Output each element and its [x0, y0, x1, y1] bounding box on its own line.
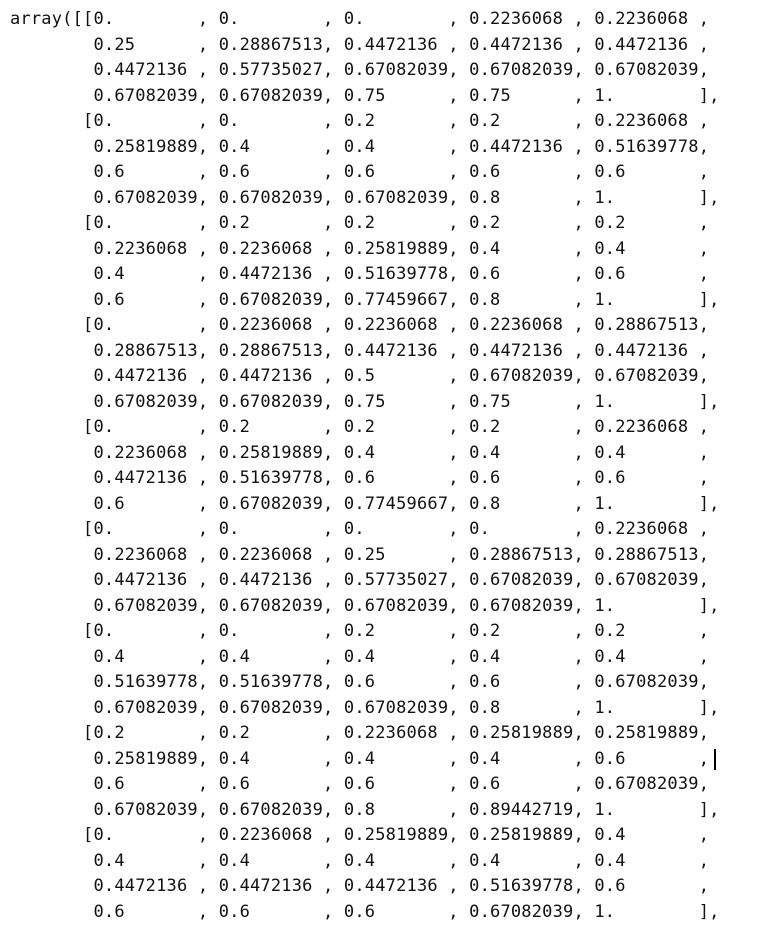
output-line: 0.6 , 0.6 , 0.6 , 0.67082039, 1. ], [10, 901, 720, 922]
output-line: 0.28867513, 0.28867513, 0.4472136 , 0.4472136 , 0.4472136 , [10, 340, 710, 361]
output-line: 0.67082039, 0.67082039, 0.75 , 0.75 , 1. ], [10, 85, 720, 106]
output-line: 0.6 , 0.67082039, 0.77459667, 0.8 , 1. ], [10, 493, 720, 514]
output-line: 0.4472136 , 0.4472136 , 0.57735027, 0.67082039, 0.67082039, [10, 570, 710, 590]
output-line: [0. , 0.2236068 , 0.25819889, 0.25819889, 0.4 , [10, 825, 710, 845]
output-line: [0. , 0.2 , 0.2 , 0.2 , 0.2236068 , [10, 417, 710, 437]
output-line: 0.67082039, 0.67082039, 0.67082039, 0.8 , 1. ], [10, 697, 720, 718]
output-line: 0.25 , 0.28867513, 0.4472136 , 0.4472136 , 0.4472136 , [10, 34, 710, 55]
output-line: [0.2 , 0.2 , 0.2236068 , 0.25819889, 0.25819889, [10, 723, 710, 743]
output-line: 0.4 , 0.4 , 0.4 , 0.4 , 0.4 , [10, 850, 710, 871]
output-line: 0.4472136 , 0.51639778, 0.6 , 0.6 , 0.6 , [10, 468, 710, 488]
output-line: 0.4 , 0.4472136 , 0.51639778, 0.6 , 0.6 , [10, 264, 710, 284]
output-line: 0.67082039, 0.67082039, 0.67082039, 0.8 , 1. ], [10, 187, 720, 208]
text-cursor [714, 749, 716, 770]
output-line: 0.4472136 , 0.4472136 , 0.4472136 , 0.51639778, 0.6 , [10, 876, 710, 896]
output-line: 0.67082039, 0.67082039, 0.67082039, 0.67082039, 1. ], [10, 595, 720, 616]
output-line: [0. , 0. , 0. , 0. , 0.2236068 , [10, 519, 710, 539]
output-line: 0.2236068 , 0.2236068 , 0.25 , 0.28867513, 0.28867513, [10, 544, 710, 565]
output-line: 0.6 , 0.6 , 0.6 , 0.6 , 0.67082039, [10, 774, 710, 794]
output-line: [0. , 0.2 , 0.2 , 0.2 , 0.2 , [10, 213, 710, 233]
output-line: 0.4 , 0.4 , 0.4 , 0.4 , 0.4 , [10, 646, 710, 667]
output-line: 0.67082039, 0.67082039, 0.75 , 0.75 , 1. ], [10, 391, 720, 412]
output-line: 0.6 , 0.67082039, 0.77459667, 0.8 , 1. ], [10, 289, 720, 310]
output-line: [0. , 0. , 0.2 , 0.2 , 0.2236068 , [10, 111, 710, 131]
output-line: 0.51639778, 0.51639778, 0.6 , 0.6 , 0.67082039, [10, 672, 710, 692]
output-line: [0. , 0. , 0.2 , 0.2 , 0.2 , [10, 621, 710, 641]
array-output [10, 7, 720, 925]
output-line: 0.2236068 , 0.25819889, 0.4 , 0.4 , 0.4 , [10, 442, 710, 463]
output-line: 0.25819889, 0.4 , 0.4 , 0.4472136 , 0.51639778, [10, 136, 710, 157]
output-line: [0. , 0.2236068 , 0.2236068 , 0.2236068 , 0.28867513, [10, 315, 710, 335]
output-line: 0.4472136 , 0.57735027, 0.67082039, 0.67082039, 0.67082039, [10, 60, 710, 80]
output-line: 0.67082039, 0.67082039, 0.8 , 0.89442719, 1. ], [10, 799, 720, 820]
output-line: 0.6 , 0.6 , 0.6 , 0.6 , 0.6 , [10, 162, 710, 182]
output-line: 0.4472136 , 0.4472136 , 0.5 , 0.67082039, 0.67082039, [10, 366, 710, 386]
output-line: 0.25819889, 0.4 , 0.4 , 0.4 , 0.6 , [10, 748, 710, 769]
output-line: array([[0. , 0. , 0. , 0.2236068 , 0.2236068 , [10, 9, 710, 29]
output-line: 0.2236068 , 0.2236068 , 0.25819889, 0.4 , 0.4 , [10, 238, 710, 259]
